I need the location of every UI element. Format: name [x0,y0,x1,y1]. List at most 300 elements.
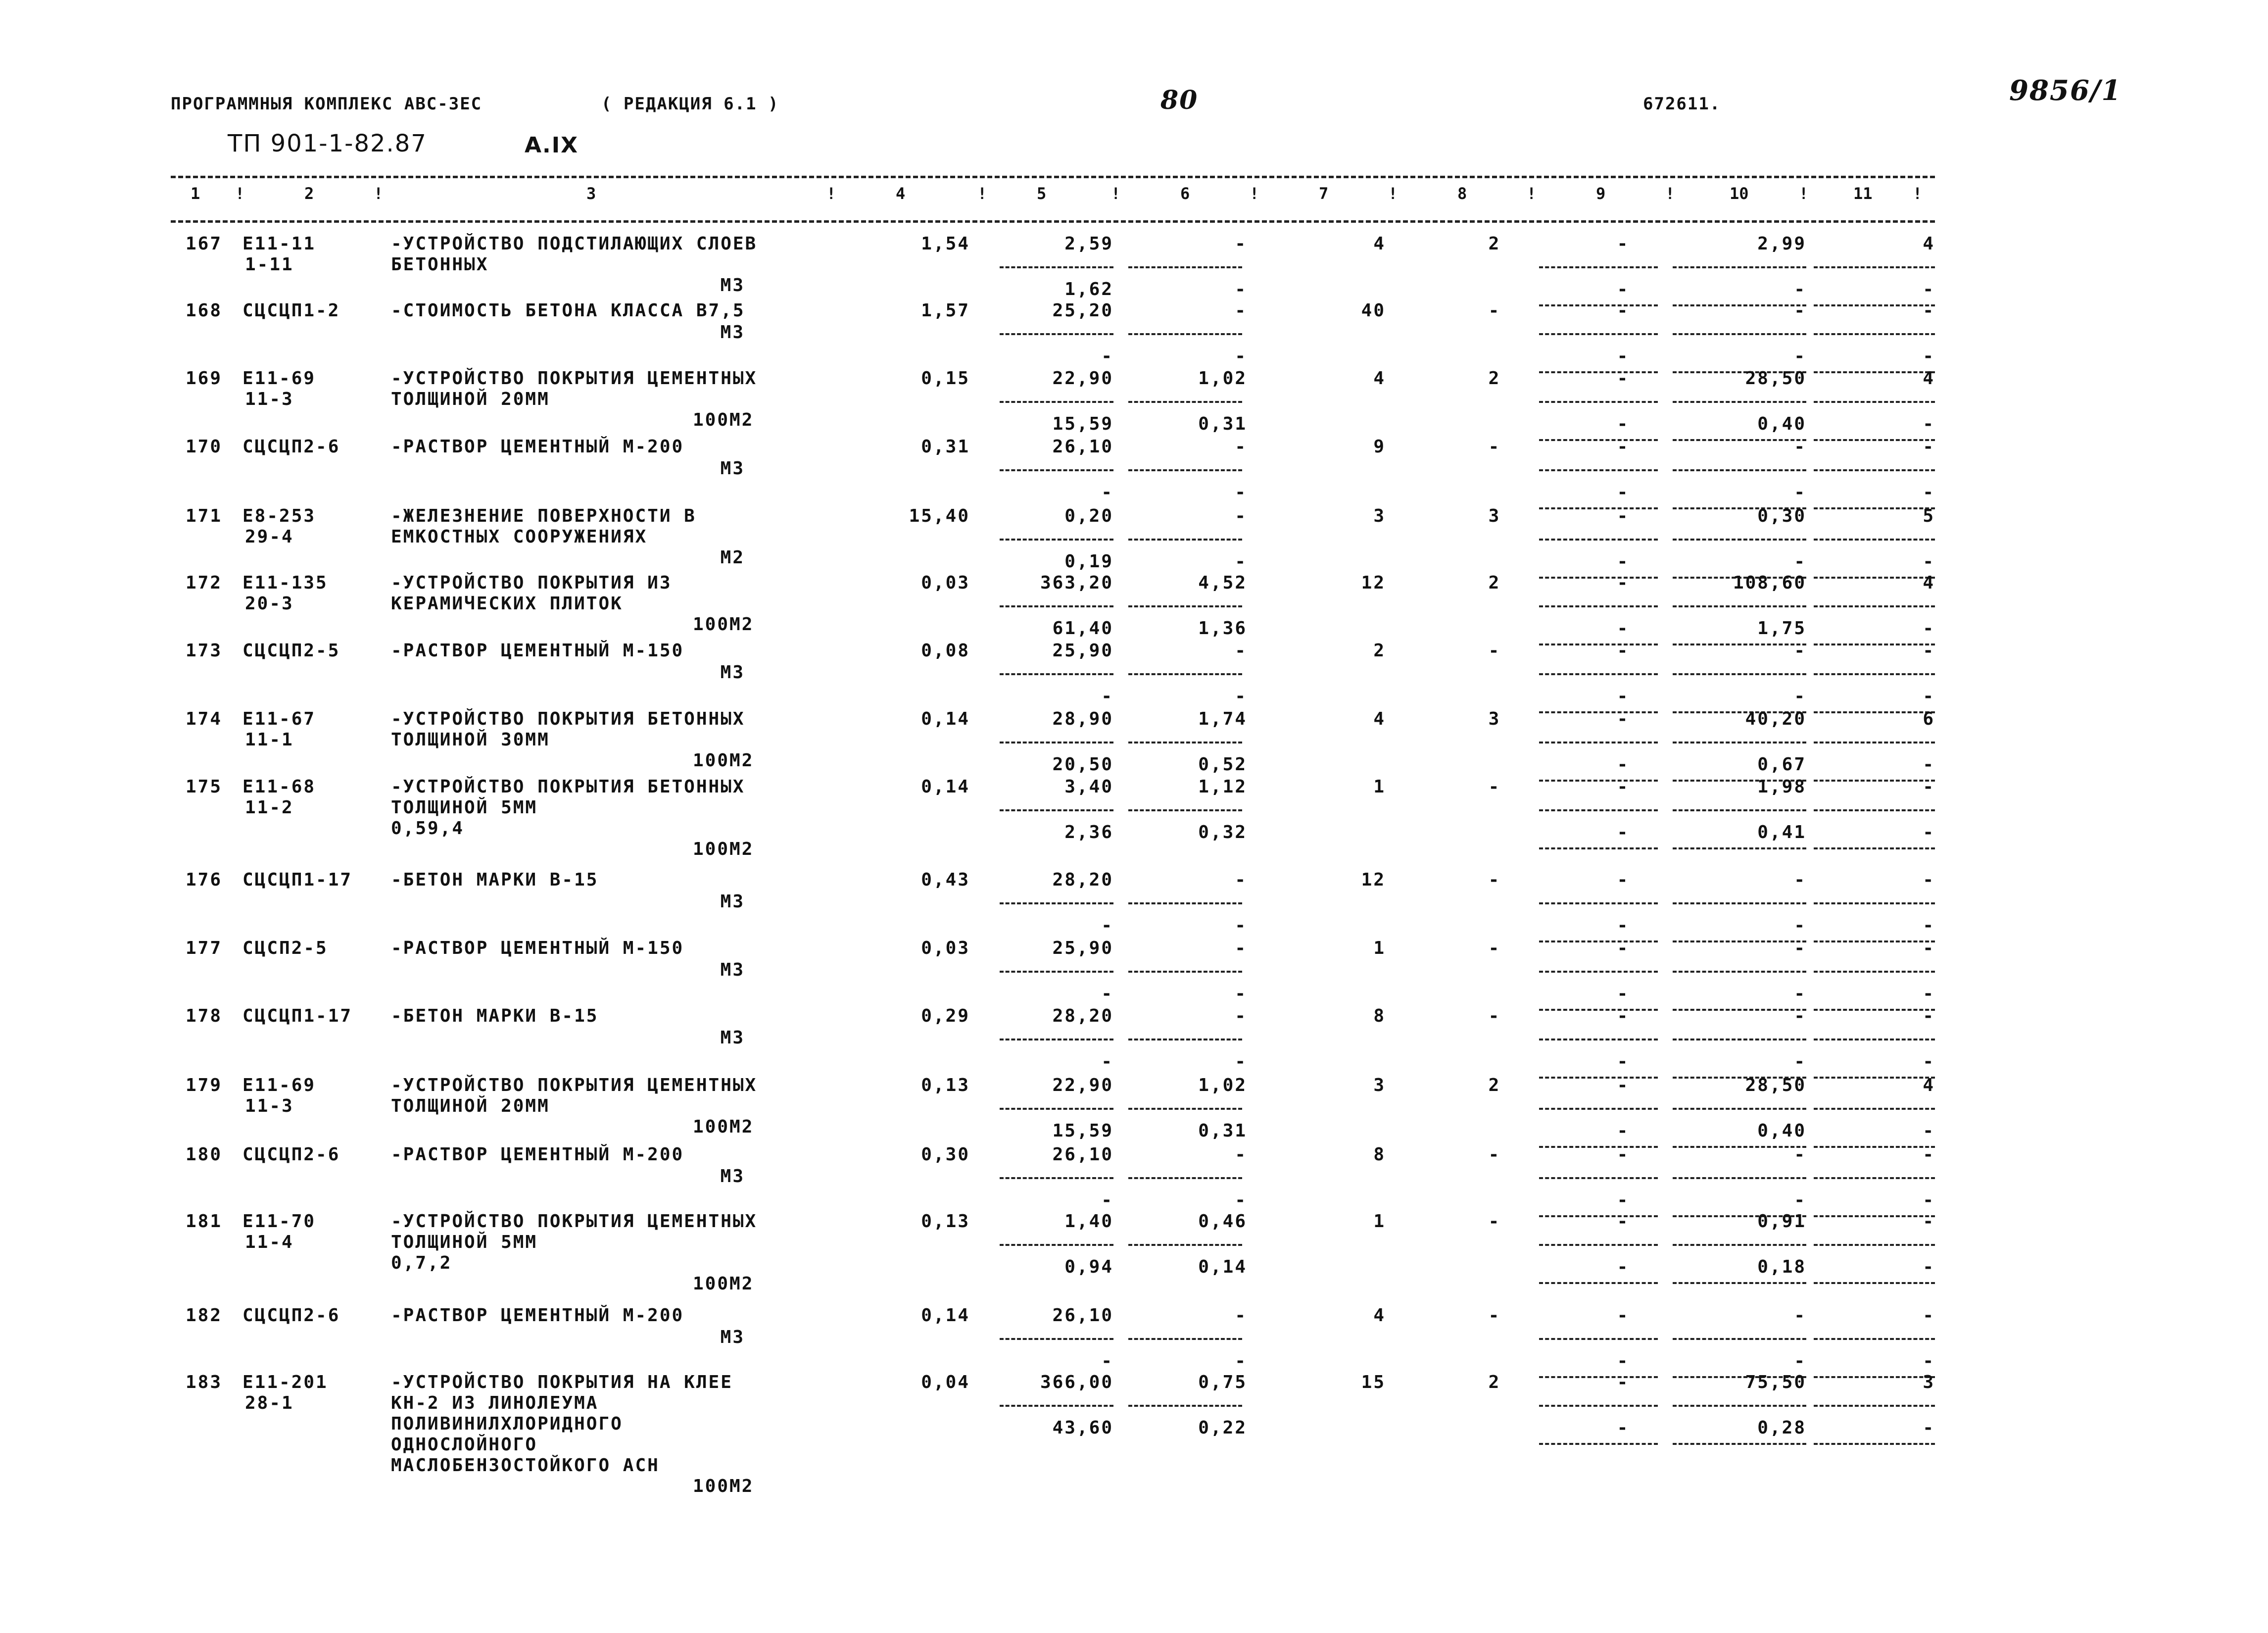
cell-rule [1128,1338,1242,1340]
column-9-value: - [1617,938,1630,958]
norm-code: СЦСЦП1-17 [242,870,353,890]
column-9-secondary: - [1617,686,1630,706]
column-9-value: - [1617,1305,1630,1326]
cell-rule [1000,1108,1113,1110]
column-separator: ! [235,184,245,203]
cell-rule [1128,1177,1242,1179]
quantity-value: 0,04 [921,1372,970,1392]
work-description: 0,7,2 [391,1253,452,1273]
column-7-value: 1 [1373,938,1386,958]
column-10-secondary: - [1794,346,1806,366]
norm-code-secondary: 28-1 [245,1393,294,1413]
unit-of-measure: МЗ [720,322,745,343]
cell-rule [1000,742,1113,743]
row-number: 181 [186,1211,223,1232]
row-number: 174 [186,709,223,729]
unit-of-measure: МЗ [720,891,745,912]
cell-rule [1128,971,1242,973]
norm-code: Е11-135 [242,573,328,593]
unit-cost-secondary: 1,62 [1064,279,1113,299]
work-description: МАСЛОБЕНЗОСТОЙКОГО АСН [391,1455,660,1476]
column-9-secondary: - [1617,1351,1630,1371]
unit-cost-secondary: 0,19 [1064,551,1113,572]
row-number: 176 [186,870,223,890]
cell-rule [1673,469,1806,471]
cell-rule [1539,266,1658,268]
column-11-value: 3 [1923,1372,1935,1392]
column-10-secondary: 0,41 [1757,822,1806,842]
column-9-secondary: - [1617,754,1630,775]
norm-code: СЦСЦП2-6 [242,437,340,457]
unit-of-measure: 100М2 [693,1117,754,1137]
work-description: ТОЛЩИНОЙ 5ММ [391,797,538,818]
quantity-value: 0,43 [921,870,970,890]
machine-cost-value: - [1235,938,1247,958]
row-number: 178 [186,1006,223,1026]
machine-cost-secondary: - [1235,279,1247,299]
column-7-value: 4 [1373,234,1386,254]
machine-cost-value: - [1235,1006,1247,1026]
column-number: 4 [896,184,906,203]
unit-of-measure: МЗ [720,458,745,479]
column-9-value: - [1617,1144,1630,1165]
cell-rule [1814,847,1935,849]
cell-rule [1539,1244,1658,1246]
column-9-secondary: - [1617,618,1630,639]
column-9-secondary: - [1617,822,1630,842]
cell-rule [1000,902,1113,904]
column-10-value: - [1794,437,1806,457]
machine-cost-secondary: - [1235,1351,1247,1371]
cell-rule [1814,1177,1935,1179]
column-8-value: 3 [1488,709,1501,729]
cell-rule [1000,539,1113,541]
column-8-value: 2 [1488,1075,1501,1095]
column-10-value: 40,20 [1745,709,1806,729]
column-7-value: 1 [1373,1211,1386,1232]
column-11-value: - [1923,1211,1935,1232]
column-11-secondary: - [1923,1257,1935,1277]
cell-rule [1539,742,1658,743]
work-description: -РАСТВОР ЦЕМЕНТНЫЙ М-200 [391,437,684,457]
column-11-value: 4 [1923,368,1935,389]
column-9-secondary: - [1617,1190,1630,1210]
cell-rule [1000,605,1113,607]
column-11-value: 5 [1923,506,1935,526]
document-code: 672611. [1643,94,1721,114]
quantity-value: 0,14 [921,1305,970,1326]
unit-cost-value: 0,20 [1064,506,1113,526]
row-number: 183 [186,1372,223,1392]
unit-cost-value: 28,90 [1052,709,1113,729]
work-description: -УСТРОЙСТВО ПОДСТИЛАЮЩИХ СЛОЕВ [391,234,758,254]
cell-rule [1539,469,1658,471]
cell-rule [1000,1244,1113,1246]
column-9-secondary: - [1617,1257,1630,1277]
column-10-secondary: - [1794,482,1806,502]
column-11-secondary: - [1923,279,1935,299]
unit-cost-value: 28,20 [1052,1006,1113,1026]
unit-of-measure: 100М2 [693,1274,754,1294]
unit-of-measure: М2 [720,547,745,568]
column-9-value: - [1617,300,1630,321]
column-10-secondary: - [1794,686,1806,706]
work-description: -СТОИМОСТЬ БЕТОНА КЛАССА В7,5 [391,300,745,321]
norm-code: СЦСП2-5 [242,938,328,958]
cell-rule [1673,902,1806,904]
norm-code-secondary: 11-2 [245,797,294,818]
cell-rule [1814,333,1935,335]
column-9-secondary: - [1617,915,1630,936]
machine-cost-secondary: - [1235,482,1247,502]
machine-cost-value: 1,12 [1198,777,1247,797]
machine-cost-secondary: 0,32 [1198,822,1247,842]
cell-rule [1000,673,1113,675]
column-10-value: - [1794,870,1806,890]
cell-rule [1673,1405,1806,1407]
norm-code: Е11-11 [242,234,316,254]
column-8-value: - [1488,437,1501,457]
cell-rule [1000,469,1113,471]
column-10-value: 28,50 [1745,368,1806,389]
cell-rule [1000,1405,1113,1407]
machine-cost-secondary: - [1235,915,1247,936]
cell-rule [1128,1108,1242,1110]
column-9-value: - [1617,437,1630,457]
program-title: ПРОГРАММНЫЯ КОМПЛЕКС АВС-ЗЕС [171,94,483,114]
column-9-secondary: - [1617,1051,1630,1072]
norm-code-secondary: 11-1 [245,730,294,750]
machine-cost-secondary: - [1235,1190,1247,1210]
machine-cost-value: 4,52 [1198,573,1247,593]
unit-of-measure: МЗ [720,1028,745,1048]
column-9-value: - [1617,506,1630,526]
column-separator: ! [1250,184,1259,203]
row-number: 168 [186,300,223,321]
column-10-value: - [1794,1305,1806,1326]
cell-rule [1128,539,1242,541]
work-description: ТОЛЩИНОЙ 30ММ [391,730,550,750]
column-11-value: - [1923,300,1935,321]
cell-rule [1539,333,1658,335]
column-7-value: 4 [1373,1305,1386,1326]
column-number: 5 [1037,184,1047,203]
column-7-value: 4 [1373,709,1386,729]
cell-rule [1128,742,1242,743]
cell-rule [1673,809,1806,811]
work-description: ОДНОСЛОЙНОГО [391,1435,538,1455]
norm-code: Е8-253 [242,506,316,526]
cell-rule [1814,1244,1935,1246]
cell-rule [1539,1443,1658,1445]
cell-rule [1539,1338,1658,1340]
column-8-value: 2 [1488,573,1501,593]
column-number: 11 [1853,184,1873,203]
column-10-secondary: - [1794,551,1806,572]
unit-of-measure: 100М2 [693,410,754,430]
column-10-value: 0,91 [1757,1211,1806,1232]
norm-code: Е11-67 [242,709,316,729]
unit-of-measure: 100М2 [693,750,754,771]
column-7-value: 15 [1361,1372,1386,1392]
machine-cost-value: 0,46 [1198,1211,1247,1232]
machine-cost-secondary: 1,36 [1198,618,1247,639]
cell-rule [1000,333,1113,335]
cell-rule [1673,742,1806,743]
cell-rule [1673,266,1806,268]
unit-cost-value: 1,40 [1064,1211,1113,1232]
row-number: 177 [186,938,223,958]
unit-of-measure: МЗ [720,662,745,683]
work-description: -УСТРОЙСТВО ПОКРЫТИЯ ЦЕМЕНТНЫХ [391,1211,758,1232]
work-description: -ЖЕЛЕЗНЕНИЕ ПОВЕРХНОСТИ В [391,506,696,526]
column-11-value: - [1923,1305,1935,1326]
column-11-secondary: - [1923,1190,1935,1210]
unit-cost-secondary: - [1101,686,1113,706]
column-8-value: - [1488,300,1501,321]
column-8-value: 3 [1488,506,1501,526]
unit-cost-secondary: 0,94 [1064,1257,1113,1277]
quantity-value: 15,40 [909,506,970,526]
column-8-value: 2 [1488,368,1501,389]
cell-rule [1814,469,1935,471]
column-11-value: - [1923,938,1935,958]
column-11-secondary: - [1923,346,1935,366]
column-10-value: - [1794,1006,1806,1026]
quantity-value: 0,14 [921,709,970,729]
cell-rule [1814,1282,1935,1284]
column-11-secondary: - [1923,1121,1935,1141]
column-9-secondary: - [1617,346,1630,366]
machine-cost-value: - [1235,506,1247,526]
column-11-value: - [1923,1144,1935,1165]
cell-rule [1539,809,1658,811]
cell-rule [1539,1177,1658,1179]
cell-rule [1000,809,1113,811]
column-8-value: 2 [1488,1372,1501,1392]
column-separator: ! [977,184,987,203]
column-9-value: - [1617,1075,1630,1095]
work-description: 0,59,4 [391,818,465,839]
column-11-value: - [1923,777,1935,797]
column-10-secondary: - [1794,984,1806,1004]
column-11-secondary: - [1923,686,1935,706]
column-number: 9 [1596,184,1606,203]
column-10-secondary: 1,75 [1757,618,1806,639]
column-7-value: 4 [1373,368,1386,389]
column-10-value: - [1794,641,1806,661]
quantity-value: 0,03 [921,938,970,958]
cell-rule [1539,401,1658,403]
machine-cost-value: 1,02 [1198,1075,1247,1095]
cell-rule [1673,1108,1806,1110]
column-10-secondary: 0,67 [1757,754,1806,775]
column-separator: ! [374,184,384,203]
cell-rule [1128,809,1242,811]
machine-cost-secondary: 0,31 [1198,1121,1247,1141]
column-number: 10 [1730,184,1749,203]
unit-cost-secondary: - [1101,346,1113,366]
cell-rule [1673,847,1806,849]
norm-code-secondary: 1-11 [245,254,294,275]
unit-of-measure: МЗ [720,960,745,980]
row-number: 170 [186,437,223,457]
column-9-value: - [1617,573,1630,593]
machine-cost-value: - [1235,870,1247,890]
column-separator: ! [1388,184,1398,203]
cell-rule [1128,266,1242,268]
column-11-secondary: - [1923,1351,1935,1371]
cell-rule [1814,809,1935,811]
norm-code-secondary: 11-4 [245,1232,294,1252]
cell-rule [1814,539,1935,541]
cell-rule [1814,1405,1935,1407]
norm-code: СЦСЦП2-6 [242,1144,340,1165]
norm-code: СЦСЦП2-6 [242,1305,340,1326]
cell-rule [1814,742,1935,743]
cell-rule [1128,1244,1242,1246]
work-description: КЕРАМИЧЕСКИХ ПЛИТОК [391,594,623,614]
column-10-secondary: 0,18 [1757,1257,1806,1277]
column-10-secondary: - [1794,1351,1806,1371]
column-8-value: - [1488,1211,1501,1232]
cell-rule [1814,673,1935,675]
machine-cost-secondary: 0,52 [1198,754,1247,775]
column-10-value: 28,50 [1745,1075,1806,1095]
cell-rule [1539,1282,1658,1284]
column-11-value: - [1923,1006,1935,1026]
norm-code: Е11-69 [242,1075,316,1095]
machine-cost-secondary: - [1235,551,1247,572]
cell-rule [1814,605,1935,607]
column-11-secondary: - [1923,414,1935,434]
project-number: ТП 901-1-82.87 [228,130,427,157]
column-9-value: - [1617,1211,1630,1232]
column-11-secondary: - [1923,1418,1935,1438]
machine-cost-value: - [1235,1144,1247,1165]
column-separator: ! [1799,184,1809,203]
column-8-value: - [1488,777,1501,797]
column-9-secondary: - [1617,279,1630,299]
row-number: 167 [186,234,223,254]
cell-rule [1673,539,1806,541]
column-7-value: 8 [1373,1006,1386,1026]
cell-rule [1539,1405,1658,1407]
column-11-value: 6 [1923,709,1935,729]
work-description: -УСТРОЙСТВО ПОКРЫТИЯ БЕТОННЫХ [391,777,745,797]
column-9-value: - [1617,777,1630,797]
unit-cost-secondary: - [1101,1351,1113,1371]
column-separator: ! [1527,184,1537,203]
row-number: 180 [186,1144,223,1165]
quantity-value: 0,30 [921,1144,970,1165]
column-9-value: - [1617,368,1630,389]
cell-rule [1814,401,1935,403]
column-number: 6 [1180,184,1190,203]
cell-rule [1814,971,1935,973]
column-header-row [171,184,1935,209]
unit-of-measure: МЗ [720,1327,745,1347]
column-number: 8 [1457,184,1467,203]
work-description: -УСТРОЙСТВО ПОКРЫТИЯ ЦЕМЕНТНЫХ [391,1075,758,1095]
cell-rule [1673,333,1806,335]
column-7-value: 1 [1373,777,1386,797]
column-8-value: - [1488,1305,1501,1326]
quantity-value: 0,31 [921,437,970,457]
unit-cost-secondary: - [1101,1051,1113,1072]
quantity-value: 0,14 [921,777,970,797]
column-11-value: 4 [1923,1075,1935,1095]
quantity-value: 0,13 [921,1211,970,1232]
cell-rule [1539,902,1658,904]
page-number: 80 [1160,85,1199,115]
cell-rule [1673,401,1806,403]
cell-rule [1539,1108,1658,1110]
unit-cost-value: 25,90 [1052,938,1113,958]
column-7-value: 3 [1373,1075,1386,1095]
column-10-value: - [1794,300,1806,321]
column-separator: ! [1665,184,1675,203]
unit-cost-secondary: - [1101,1190,1113,1210]
table-top-rule [171,176,1935,178]
norm-code: Е11-68 [242,777,316,797]
unit-cost-secondary: 15,59 [1052,1121,1113,1141]
column-separator: ! [1913,184,1923,203]
norm-code-secondary: 29-4 [245,527,294,547]
unit-cost-value: 26,10 [1052,1305,1113,1326]
column-9-secondary: - [1617,1121,1630,1141]
machine-cost-secondary: 0,14 [1198,1257,1247,1277]
unit-of-measure: МЗ [720,275,745,296]
column-10-value: - [1794,1144,1806,1165]
machine-cost-secondary: - [1235,686,1247,706]
unit-of-measure: 100М2 [693,1476,754,1496]
cell-rule [1539,971,1658,973]
machine-cost-secondary: 0,22 [1198,1418,1247,1438]
unit-cost-value: 26,10 [1052,437,1113,457]
column-10-secondary: 0,40 [1757,414,1806,434]
cell-rule [1814,902,1935,904]
cell-rule [1673,971,1806,973]
cell-rule [1673,1282,1806,1284]
work-description: -РАСТВОР ЦЕМЕНТНЫЙ М-150 [391,641,684,661]
cell-rule [1000,1338,1113,1340]
column-11-secondary: - [1923,551,1935,572]
quantity-value: 0,03 [921,573,970,593]
norm-code-secondary: 11-3 [245,389,294,409]
album-label: А.IX [525,133,579,158]
cell-rule [1814,1039,1935,1040]
unit-cost-value: 25,90 [1052,641,1113,661]
cell-rule [1128,1039,1242,1040]
row-number: 173 [186,641,223,661]
quantity-value: 0,15 [921,368,970,389]
cell-rule [1539,673,1658,675]
column-11-value: 4 [1923,234,1935,254]
machine-cost-secondary: - [1235,346,1247,366]
column-9-secondary: - [1617,482,1630,502]
unit-cost-value: 22,90 [1052,368,1113,389]
machine-cost-secondary: 0,31 [1198,414,1247,434]
column-8-value: 2 [1488,234,1501,254]
unit-cost-secondary: - [1101,482,1113,502]
unit-cost-secondary: - [1101,984,1113,1004]
cell-rule [1673,605,1806,607]
unit-cost-secondary: 20,50 [1052,754,1113,775]
work-description: -УСТРОЙСТВО ПОКРЫТИЯ БЕТОННЫХ [391,709,745,729]
cell-rule [1539,847,1658,849]
cell-rule [1539,539,1658,541]
